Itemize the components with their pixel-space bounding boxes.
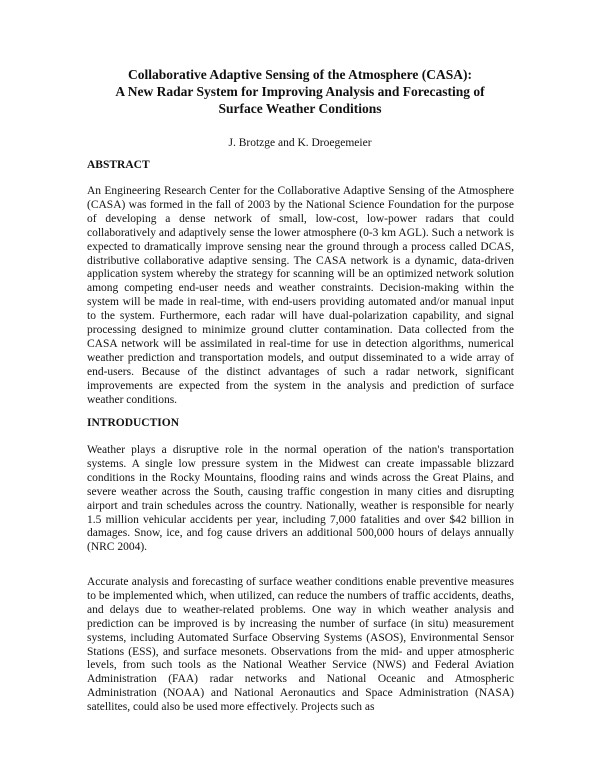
introduction-heading: INTRODUCTION (87, 417, 180, 429)
paper-authors: J. Brotzge and K. Droegemeier (228, 137, 372, 149)
title-line-2: A New Radar System for Improving Analysis and Forecasting of (115, 84, 485, 99)
abstract-heading: ABSTRACT (87, 159, 150, 171)
intro-paragraph-2: Accurate analysis and forecasting of surface weather conditions enable preventive measures to be implemented which, when utilized, can reduce the numbers of traffic accidents, deaths, and delays due to weather-related problems. One way in which weather analysis and prediction can be improved is by increasing the number of surface (in situ) measurement systems, including Automated Surface Observing Systems (ASOS), Environmental Sensor Stations (ESS), and surface mesonets. Observations from the mid- and upper atmospheric levels, from such tools as the National Weather Service (NWS) and Federal Aviation Administration (FAA) radar networks and National Oceanic and Atmospheric Administration (NOAA) and National Aeronautics and Space Administration (NASA) satellites, could also be used more effectively. Projects such as (87, 576, 514, 714)
title-line-3: Surface Weather Conditions (218, 101, 382, 116)
abstract-paragraph: An Engineering Research Center for the Collaborative Adaptive Sensing of the Atmosphere (CASA) was formed in the fall of 2003 by the National Science Foundation for the purpose of developing a dense network of small, low-cost, low-power radars that could collaboratively and adaptively sense the lower atmosphere (0-3 km AGL). Such a network is expected to dramatically improve sensing near the ground through a process called DCAS, distributive collaborative adaptive sensing. The CASA network is a dynamic, data-driven application system whereby the strategy for scanning will be an optimized network solution among competing end-user needs and weather constraints. Decision-making within the system will be made in real-time, with end-users providing automated and/or manual input to the system. Furthermore, each radar will have dual-polarization capability, and signal processing designed to minimize ground clutter contamination. Data collected from the CASA network will be assimilated in real-time for use in detection algorithms, numerical weather prediction and transportation models, and output disseminated to a wide array of end-users. Because of the distinct advantages of such a radar network, significant improvements are expected from the system in the analysis and prediction of surface weather conditions. (87, 185, 514, 406)
intro-paragraph-1: Weather plays a disruptive role in the normal operation of the nation's transportation systems. A single low pressure system in the Midwest can create impassable blizzard conditions in the Rocky Mountains, flooding rains and winds across the Great Plains, and severe weather across the South, causing traffic congestion in many cities and disrupting airport and train schedules across the country. Nationally, weather is responsible for nearly 1.5 million vehicular accidents per year, including 7,000 fatalities and over $42 billion in damages. Snow, ice, and fog cause drivers an additional 500,000 hours of delays annually (NRC 2004). (87, 444, 514, 554)
title-line-1: Collaborative Adaptive Sensing of the Atmosphere (CASA): (128, 67, 472, 82)
paper-title (60, 66, 540, 117)
